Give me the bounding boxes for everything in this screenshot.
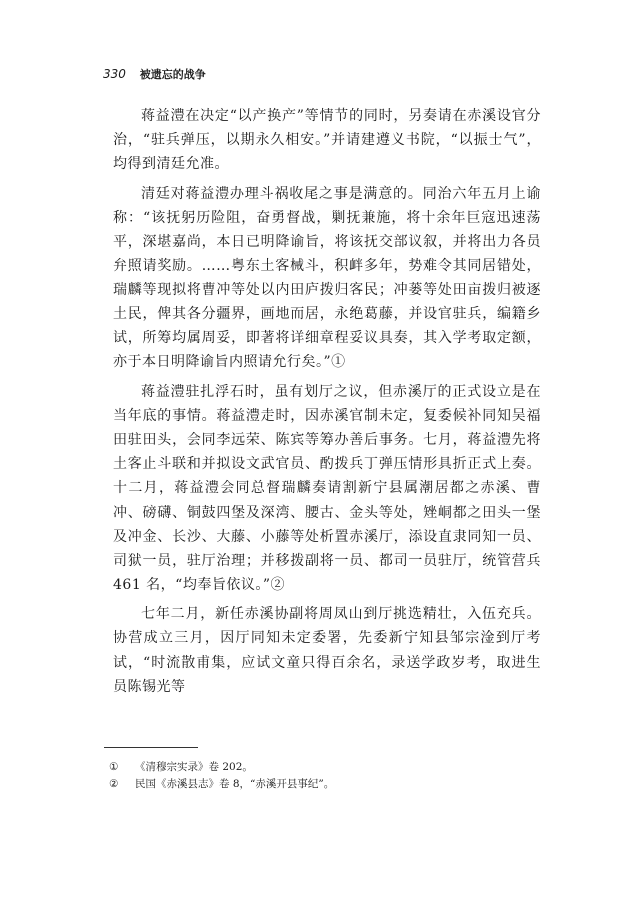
footnote-divider — [104, 747, 198, 748]
running-header — [103, 66, 206, 83]
footnote-text: 《清穆宗实录》卷 202。 — [135, 761, 253, 773]
footnote — [109, 777, 539, 792]
book-title: 被遗忘的战争 — [139, 68, 206, 81]
footnote-mark: ② — [109, 778, 119, 790]
body-text — [113, 104, 541, 704]
paragraph: 七年二月，新任赤溪协副将周凤山到厅挑选精壮，入伍充兵。协营成立三月，因厅同知未定委署，先委新宁知县邹宗淦到厅考试，“时流散甫集，应试文童只得百余名，录送学政岁考，取进生员陈锡光等 — [113, 606, 541, 695]
footnote-text: 民国《赤溪县志》卷 8，“赤溪开县事纪”。 — [135, 778, 335, 790]
footnotes — [109, 760, 539, 794]
paragraph: 清廷对蒋益澧办理斗祸收尾之事是满意的。同治六年五月上谕称：“该抚躬历险阻，奋勇督战，剿抚兼施，将十余年巨寇迅速荡平，深堪嘉尚，本日已明降谕旨，将该抚交部议叙，并将出力各员弁照请奖励。……粤东土客械斗，积衅多年，势难令其同居错处，瑞麟等现拟将曹冲等处以内田庐拨归客民；冲蒌等处田亩拨归被逐土民，俾其各分疆界，画地而居，永绝葛藤，并设官驻兵，编籍乡试，所筹均属周妥，即著将详细章程妥议具奏，其入学考取定额，亦于本日明降谕旨内照请允行矣。”① — [113, 185, 541, 371]
footnote-mark: ① — [109, 761, 119, 773]
paragraph: 蒋益澧在决定“以产换产”等情节的同时，另奏请在赤溪设官分治，“驻兵弹压，以期永久相安。”并请建遵义书院，“以振士气”，均得到清廷允准。 — [113, 108, 541, 173]
paragraph: 蒋益澧驻扎浮石时，虽有划厅之议，但赤溪厅的正式设立是在当年底的事情。蒋益澧走时，因赤溪官制未定，复委候补同知吴福田驻田头，会同李远荣、陈宾等筹办善后事务。七月，蒋益澧先将土客止斗联和并拟设文武官员、酌拨兵丁弹压情形具折正式上奏。十二月，蒋益澧会同总督瑞麟奏请割新宁县属潮居都之赤溪、曹冲、磅礴、铜鼓四堡及深湾、腰古、金头等处，矬峒都之田头一堡及冲金、长沙、大藤、小藤等处析置赤溪厅，添设直隶同知一员、司狱一员，驻厅治理；并移拨副将一员、都司一员驻厅，统管营兵 461 名，“均奉旨依议。”② — [113, 384, 541, 593]
page-number: 330 — [103, 67, 126, 81]
footnote — [109, 760, 539, 775]
